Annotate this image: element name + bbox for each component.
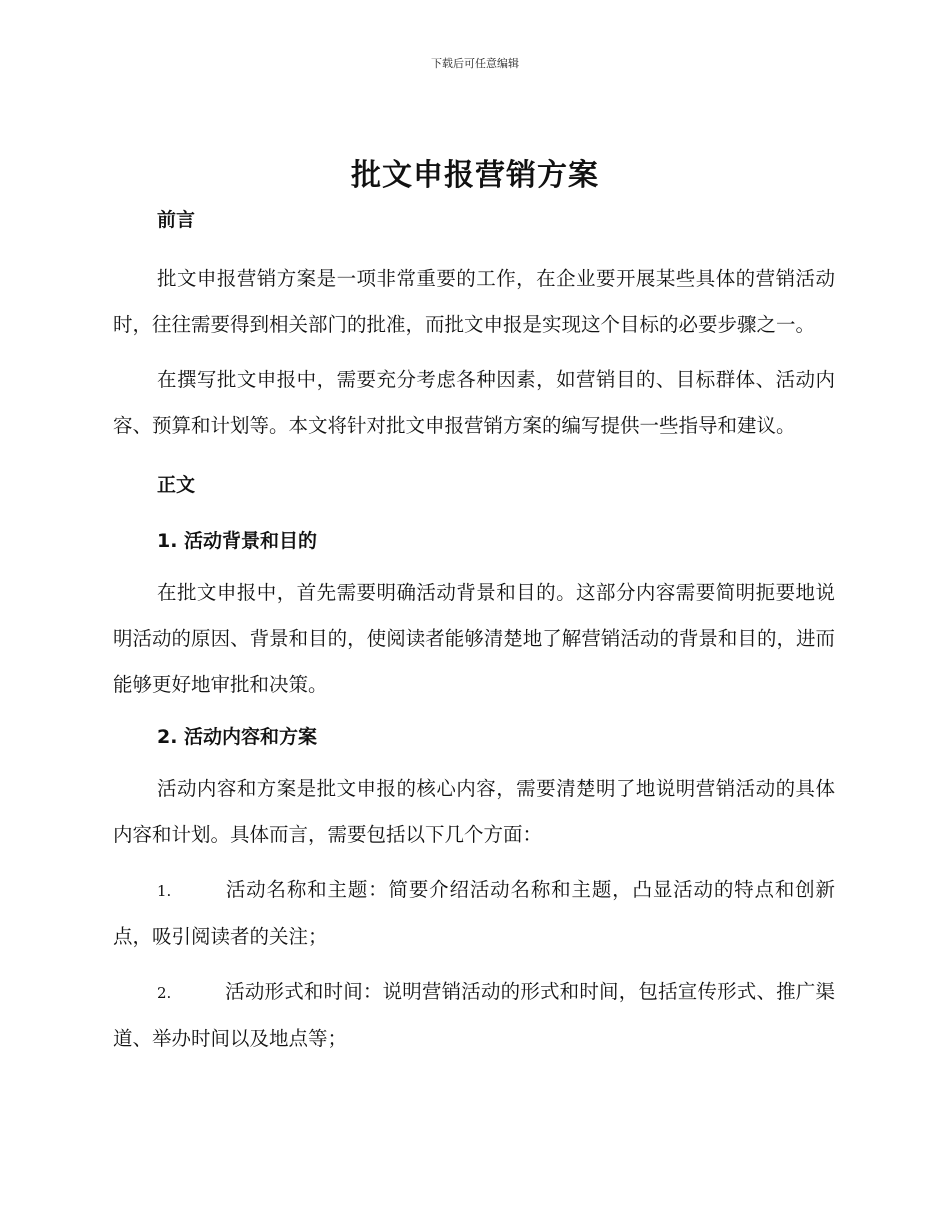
preface-heading: 前言 bbox=[157, 209, 196, 231]
list-item bbox=[113, 969, 835, 1062]
preface-paragraph-2: 在撰写批文申报中，需要充分考虑各种因素，如营销目的、目标群体、活动内容、预算和计划等。本文将针对批文申报营销方案的编写提供一些指导和建议。 bbox=[113, 368, 835, 437]
header-note: 下载后可任意编辑 bbox=[431, 57, 519, 70]
list-item-number: 2. bbox=[157, 984, 172, 1002]
list-item-number: 1. bbox=[157, 882, 172, 900]
document-title: 批文申报营销方案 bbox=[351, 158, 599, 193]
section-2-heading: 2. 活动内容和方案 bbox=[157, 726, 318, 748]
preface-paragraph-1: 批文申报营销方案是一项非常重要的工作，在企业要开展某些具体的营销活动时，往往需要得到相关部门的批准，而批文申报是实现这个目标的必要步骤之一。 bbox=[113, 267, 835, 336]
list-item-text: 活动形式和时间：说明营销活动的形式和时间，包括宣传形式、推广渠道、举办时间以及地点等； bbox=[113, 980, 835, 1050]
body-heading: 正文 bbox=[157, 474, 196, 496]
document-body bbox=[113, 200, 835, 1062]
list-item bbox=[113, 867, 835, 960]
section-1-paragraph: 在批文申报中，首先需要明确活动背景和目的。这部分内容需要简明扼要地说明活动的原因、背景和目的，使阅读者能够清楚地了解营销活动的背景和目的，进而能够更好地审批和决策。 bbox=[113, 581, 835, 696]
section-1-heading: 1. 活动背景和目的 bbox=[157, 530, 318, 552]
section-2-paragraph: 活动内容和方案是批文申报的核心内容，需要清楚明了地说明营销活动的具体内容和计划。具体而言，需要包括以下几个方面： bbox=[113, 777, 835, 846]
list-item-text: 活动名称和主题：简要介绍活动名称和主题，凸显活动的特点和创新点，吸引阅读者的关注； bbox=[113, 878, 835, 948]
